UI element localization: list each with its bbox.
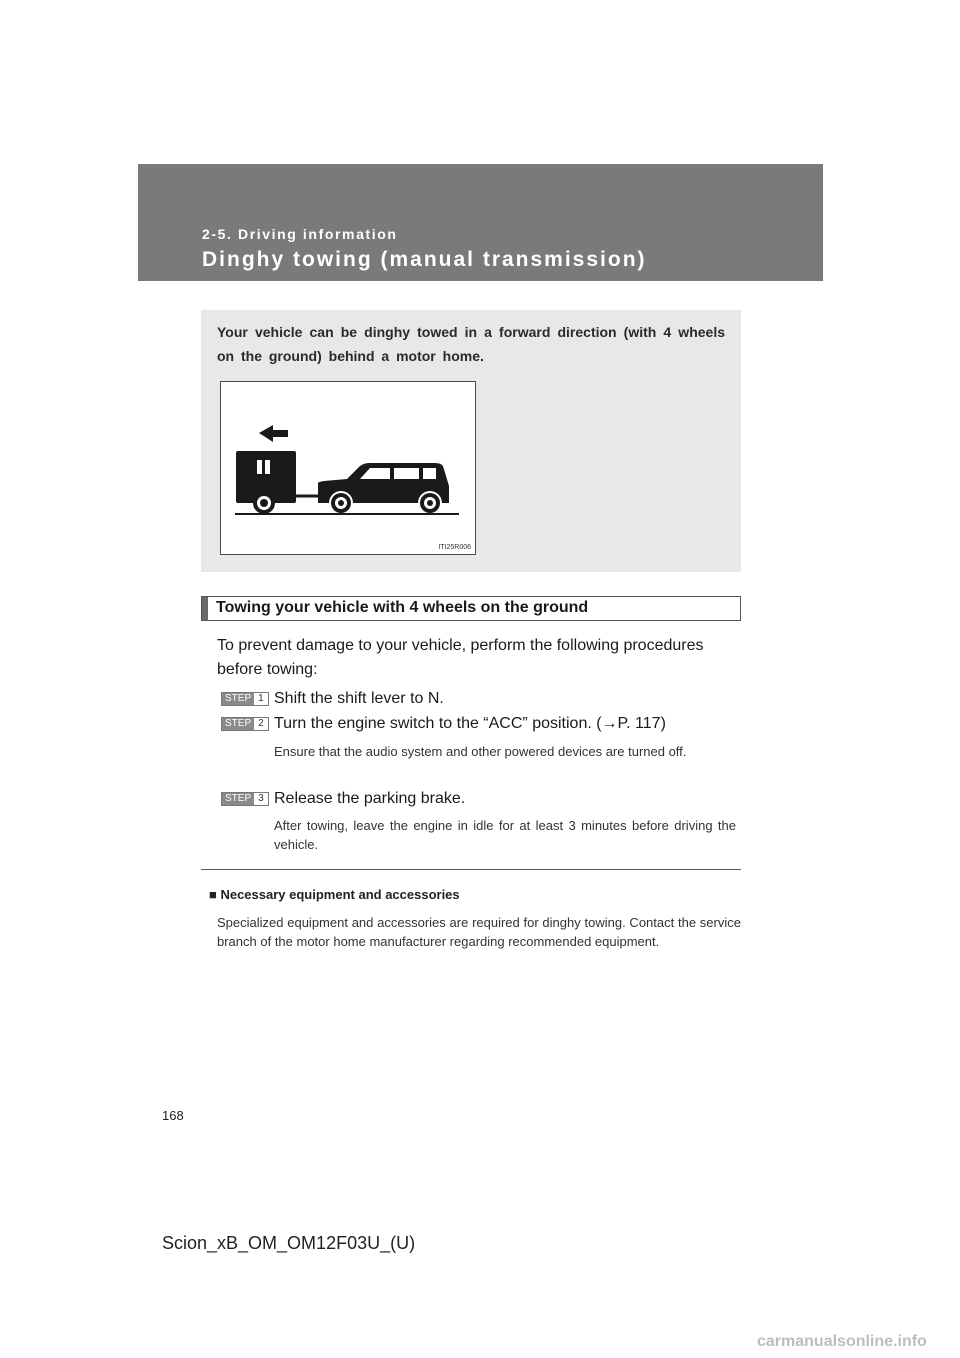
page-number: 168 xyxy=(162,1108,184,1123)
dinghy-towing-icon xyxy=(221,382,477,556)
lead-paragraph: To prevent damage to your vehicle, perform the following procedures before towing: xyxy=(217,637,704,678)
intro-box xyxy=(201,310,741,572)
step-note: Ensure that the audio system and other powered devices are turned off. xyxy=(274,744,687,759)
step-note: After towing, leave the engine in idle for at least 3 minutes before driving the vehicle. xyxy=(274,818,736,852)
step-badge: STEP 3 xyxy=(221,792,269,806)
step-badge: STEP 2 xyxy=(221,717,269,731)
step-badge: STEP 1 xyxy=(221,692,269,706)
intro-text: Your vehicle can be dinghy towed in a forward direction (with 4 wheels on the ground) behind a motor home. xyxy=(217,324,725,364)
document-code: Scion_xB_OM_OM12F03U_(U) xyxy=(162,1233,416,1253)
figure-id: ITI25R006 xyxy=(438,544,471,551)
divider xyxy=(201,869,741,870)
header-band xyxy=(138,164,823,281)
note-heading: ■ Necessary equipment and accessories xyxy=(209,887,460,902)
note-text: Specialized equipment and accessories are required for dinghy towing. Contact the service branch of the motor home manufacturer regarding recommended equipment. xyxy=(217,915,741,949)
towing-illustration xyxy=(220,381,476,555)
step-text: Turn the engine switch to the “ACC” position. (→P. 117) xyxy=(274,715,666,732)
step-text: Release the parking brake. xyxy=(274,790,466,807)
section-label: 2-5. Driving information xyxy=(202,226,398,242)
section-heading xyxy=(201,596,741,621)
watermark: carmanualsonline.info xyxy=(757,1333,927,1350)
direction-arrow-icon xyxy=(259,425,288,442)
page-title: Dinghy towing (manual transmission) xyxy=(202,248,647,271)
heading-bar xyxy=(202,597,208,620)
section-heading-label: Towing your vehicle with 4 wheels on the ground xyxy=(216,599,589,616)
step-text: Shift the shift lever to N. xyxy=(274,690,444,707)
